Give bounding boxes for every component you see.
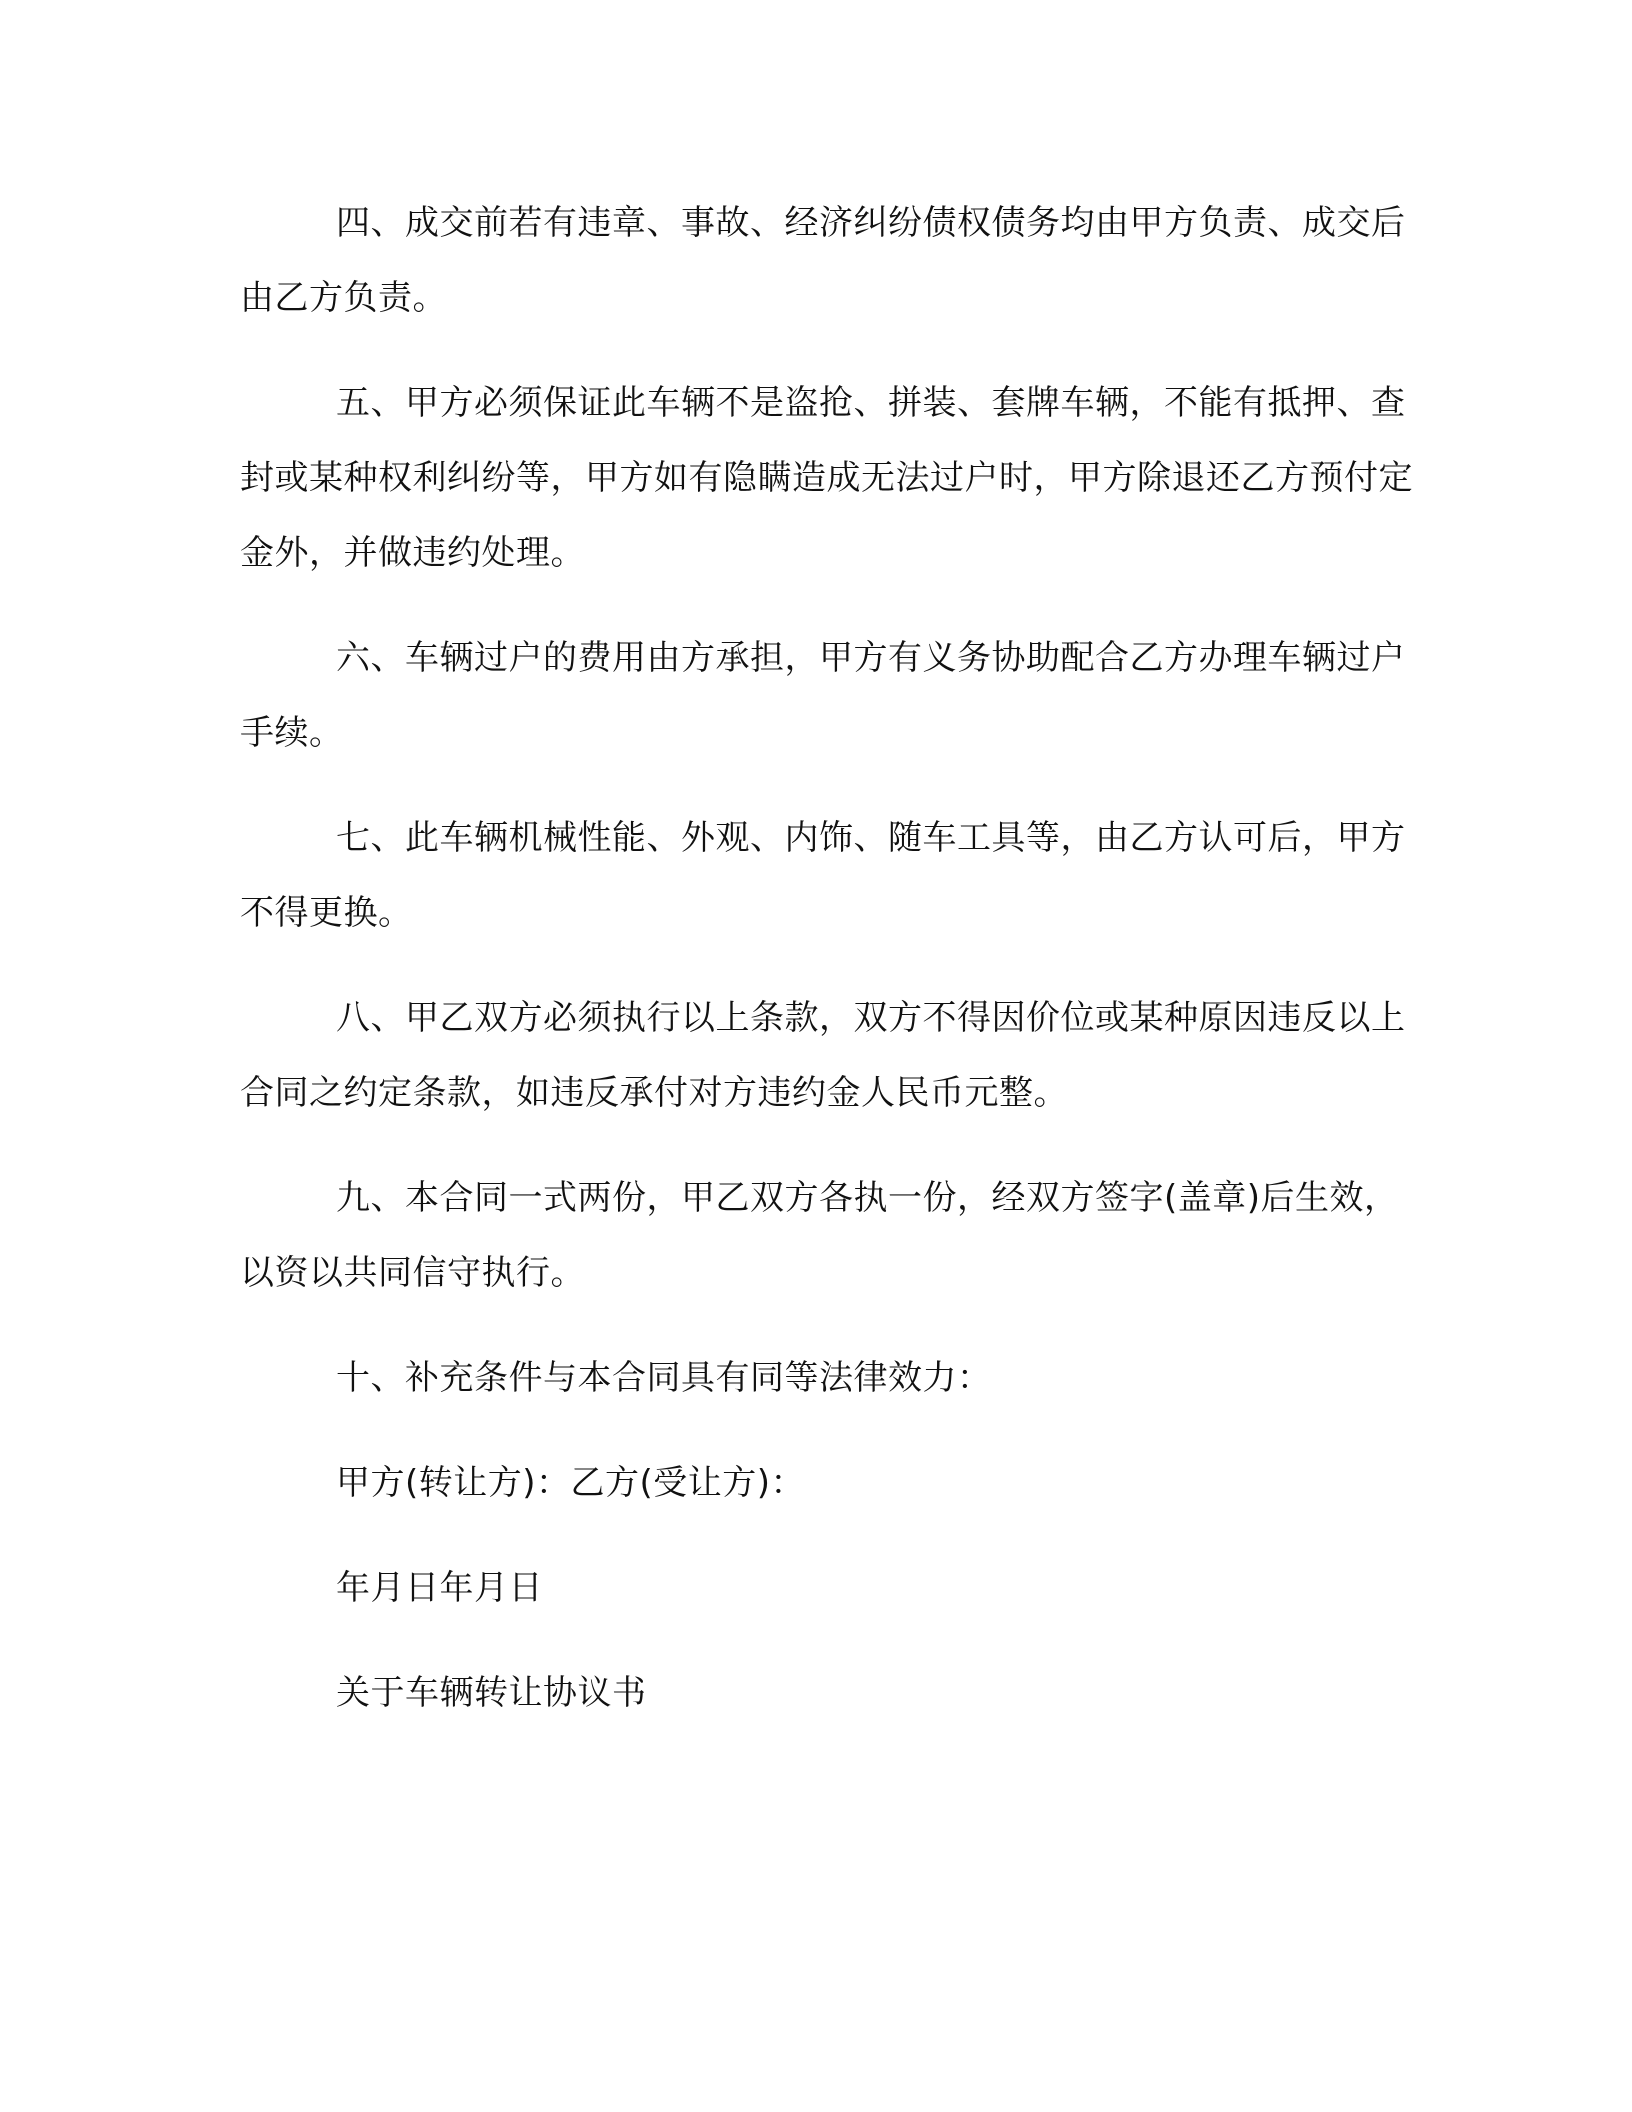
next-document-title: 关于车辆转让协议书 [336, 1673, 647, 1713]
clause-10: 十、补充条件与本合同具有同等法律效力： [336, 1358, 992, 1398]
signature-line: 甲方(转让方)：乙方(受让方)： [336, 1463, 806, 1503]
document-body [240, 186, 1420, 1761]
clause-8: 八、甲乙双方必须执行以上条款，双方不得因价位或某种原因违反以上合同之约定条款，如违反承付对方违约金人民币元整。 [240, 998, 1406, 1113]
clause-7: 七、此车辆机械性能、外观、内饰、随车工具等，由乙方认可后，甲方不得更换。 [240, 818, 1406, 933]
clause-9: 九、本合同一式两份，甲乙双方各执一份，经双方签字(盖章)后生效，以资以共同信守执行。 [240, 1178, 1399, 1293]
clause-5: 五、甲方必须保证此车辆不是盗抢、拼装、套牌车辆，不能有抵押、查封或某种权利纠纷等，甲方如有隐瞒造成无法过户时，甲方除退还乙方预付定金外，并做违约处理。 [240, 383, 1413, 573]
clause-6: 六、车辆过户的费用由方承担，甲方有义务协助配合乙方办理车辆过户手续。 [240, 638, 1406, 753]
clause-4: 四、成交前若有违章、事故、经济纠纷债权债务均由甲方负责、成交后由乙方负责。 [240, 203, 1406, 318]
date-line: 年月日年月日 [336, 1568, 543, 1608]
